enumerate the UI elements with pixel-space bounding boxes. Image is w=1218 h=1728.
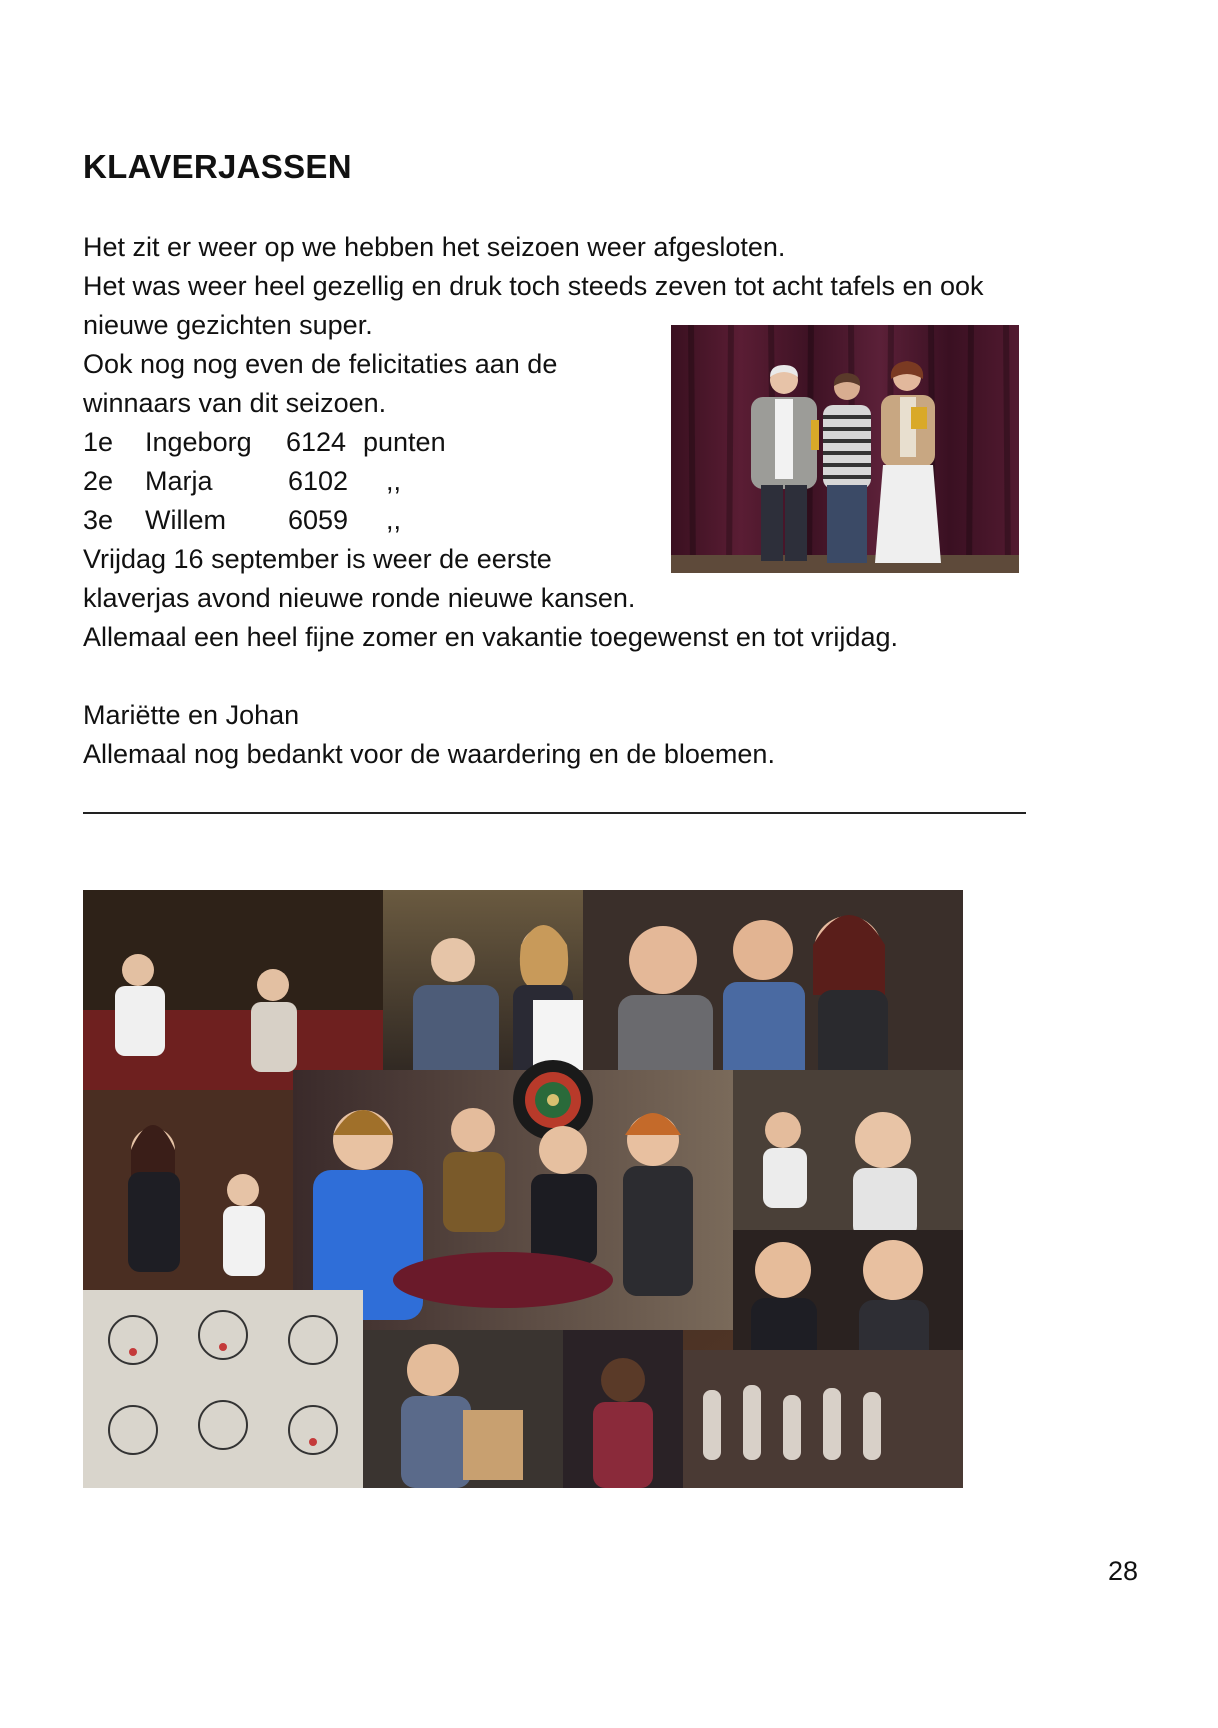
paragraph-line: Ook nog nog even de felicitaties aan de <box>83 349 558 379</box>
standing-rank: 1e <box>83 427 114 457</box>
closing-line: Allemaal een heel fijne zomer en vakantie toegewenst en tot vrijdag. <box>83 622 898 652</box>
standing-score: 6102 <box>288 466 349 496</box>
winners-photo <box>671 325 1019 573</box>
event-photo-collage <box>83 890 963 1488</box>
standing-score: 6124 <box>286 427 347 457</box>
page-title: KLAVERJASSEN <box>83 148 352 185</box>
standing-name: Willem <box>145 505 226 535</box>
winners-photo-illustration <box>671 325 1019 573</box>
standing-unit: punten <box>363 427 446 457</box>
standing-name: Ingeborg <box>145 427 252 457</box>
standing-unit: ,, <box>386 505 402 535</box>
standing-rank: 3e <box>83 505 114 535</box>
thanks-line: Allemaal nog bedankt voor de waardering en de bloemen. <box>83 739 775 769</box>
standing-score: 6059 <box>288 505 349 535</box>
standing-rank: 2e <box>83 466 114 496</box>
closing-line: Vrijdag 16 september is weer de eerste <box>83 544 552 574</box>
paragraph-line: nieuwe gezichten super. <box>83 310 373 340</box>
paragraph-line: winnaars van dit seizoen. <box>83 388 387 418</box>
page-number: 28 <box>1108 1556 1139 1586</box>
section-divider <box>83 812 1026 814</box>
standing-unit: ,, <box>386 466 402 496</box>
standing-name: Marja <box>145 466 213 496</box>
spacer <box>83 657 1083 696</box>
signature: Mariëtte en Johan <box>83 700 300 730</box>
paragraph-line: Het zit er weer op we hebben het seizoen weer afgesloten. <box>83 232 786 262</box>
closing-line: klaverjas avond nieuwe ronde nieuwe kansen. <box>83 583 636 613</box>
collage-illustration <box>83 890 963 1488</box>
paragraph-line: Het was weer heel gezellig en druk toch steeds zeven tot acht tafels en ook <box>83 271 984 301</box>
